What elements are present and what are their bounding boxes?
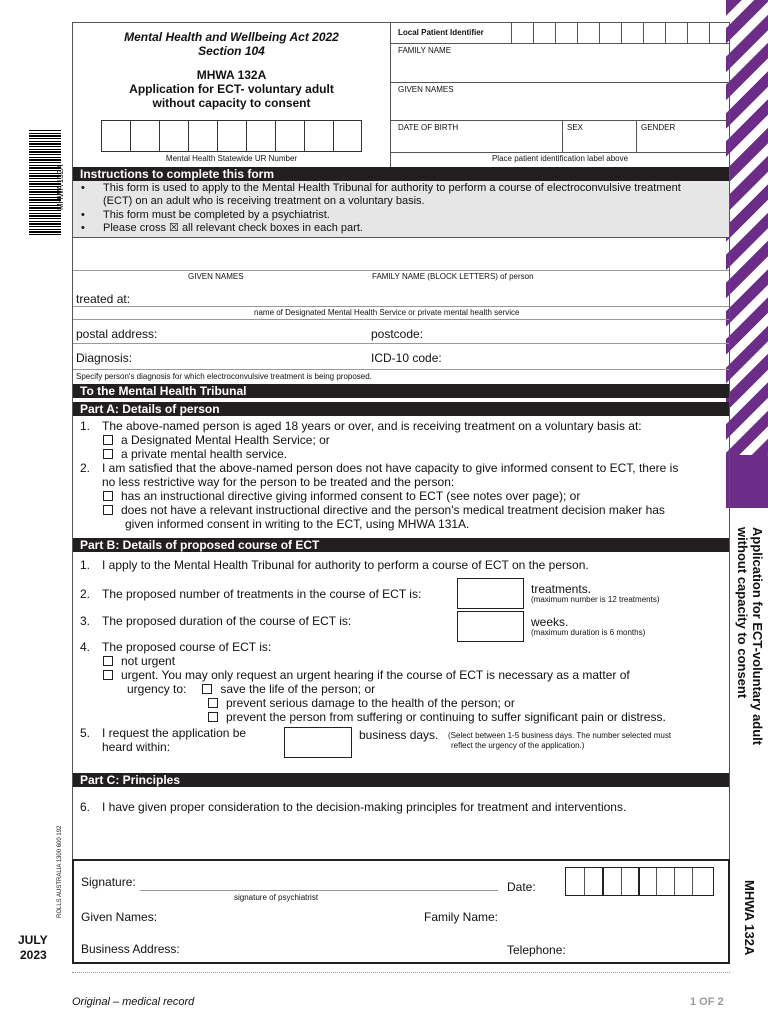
signature-label: Signature: [81, 875, 136, 889]
sig-given-names-label: Given Names: [81, 910, 158, 924]
checkbox-instructional-directive[interactable] [103, 491, 113, 501]
treated-at-field[interactable] [140, 290, 728, 306]
diagnosis-label: Diagnosis: [76, 351, 133, 365]
signature-field[interactable] [140, 874, 498, 891]
sex-label: SEX [567, 123, 584, 132]
issue-year: 2023 [20, 948, 47, 962]
issue-month: JULY [18, 933, 48, 947]
part-a-q1-opt2: a private mental health service. [121, 447, 288, 461]
part-a-q1: The above-named person is aged 18 years or over, and is receiving treatment on a voluntary basis at: [102, 419, 642, 433]
part-a-q2-opt2-line2: given informed consent in writing to the ECT, using MHWA 131A. [125, 517, 470, 531]
instructions-panel: • This form is used to apply to the Mental Health Tribunal for authority to perform a course of electroconvulsive treatment (ECT) on an adult who is receiving treatment on a voluntary basis. • This form must be completed by a psychiatrist. • Please cross ☒ all relevant check boxes in each part. [73, 181, 729, 237]
footer-dotted-line [72, 972, 730, 973]
date-label: Date: [507, 880, 536, 894]
instruction-1b: (ECT) on an adult who is receiving treatment on a voluntary basis. [103, 195, 425, 207]
person-given-names-label: GIVEN NAMES [188, 272, 244, 281]
purple-stripe-band [726, 0, 768, 508]
part-a-heading: Part A: Details of person [73, 402, 729, 416]
ur-number-label: Mental Health Statewide UR Number [165, 154, 298, 163]
part-b-q4: 4. The proposed course of ECT is: not urgent urgent. You may only request an urgent hearing if the course of ECT is necessary as a matter of urgency to: save the life of the person; or prevent serious damage to the health of the person; or prevent the person from suffering or continuing to suffer significant pain or distress. [80, 640, 666, 724]
signature-note: signature of psychiatrist [234, 893, 319, 902]
part-a-body: 1. The above-named person is aged 18 years or over, and is receiving treatment on a voluntary basis at: a Designated Mental Health Service; or a private mental health service. 2. I am satisfied that the above-named person does not have capacity to give informed consent to ECT, there is no less restrictive way for the person to be treated and the person: has an instructional directive giving informed consent to ECT (see notes over page); or does not have a relevant instructional directive and the person's medical treatment decision maker has given informed consent in writing to the ECT, using MHWA 131A. [80, 419, 725, 531]
checkbox-private-service[interactable] [103, 449, 113, 459]
postcode-label: postcode: [371, 327, 424, 341]
given-names-label: GIVEN NAMES [398, 85, 454, 94]
family-name-label: FAMILY NAME [398, 46, 452, 55]
weeks-input[interactable] [457, 611, 524, 642]
treatments-input[interactable] [457, 578, 524, 609]
instruction-3: Please cross ☒ all relevant check boxes in each part. [103, 222, 363, 234]
ur-number-boxes[interactable] [101, 120, 362, 152]
dob-label: DATE OF BIRTH [398, 123, 459, 132]
instruction-1: This form is used to apply to the Mental Health Tribunal for authority to perform a course of electroconvulsive treatment [103, 182, 681, 194]
weeks-unit: weeks. [531, 615, 569, 629]
postal-address-label: postal address: [76, 327, 158, 341]
treated-at-label: treated at: [76, 292, 131, 306]
to-tribunal-heading: To the Mental Health Tribunal [73, 384, 729, 398]
checkbox-save-life[interactable] [202, 684, 212, 694]
instructions-heading: Instructions to complete this form [73, 167, 729, 181]
barcode-text: MHWA 132A [56, 164, 65, 210]
vertical-title-line1: Application for ECT-voluntary adult [750, 527, 765, 746]
purple-solid-block [726, 455, 768, 508]
date-boxes[interactable] [565, 867, 714, 896]
business-days-input[interactable] [284, 727, 352, 758]
sig-family-name-label: Family Name: [424, 910, 499, 924]
person-name-field[interactable] [73, 238, 729, 268]
part-a-q1-opt1: a Designated Mental Health Service; or [121, 433, 330, 447]
part-b-q2: 2. The proposed number of treatments in the course of ECT is: [80, 587, 422, 601]
part-a-q2-line1: I am satisfied that the above-named person does not have capacity to give informed consent to ECT, there is [102, 461, 679, 475]
printer-text: ROLLS AUSTRALIA 1300 600 192 [57, 825, 63, 918]
local-patient-id-label: Local Patient Identifier [398, 28, 484, 37]
business-days-note-1: (Select between 1-5 business days. The number selected must [448, 731, 672, 740]
weeks-note: (maximum duration is 6 months) [531, 628, 646, 637]
part-b-q5: 5. I request the application be heard within: [80, 726, 247, 754]
part-b-q1: 1. I apply to the Mental Health Tribunal for authority to perform a course of ECT on the person. [80, 558, 589, 572]
part-a-q2-opt1: has an instructional directive giving informed consent to ECT (see notes over page); or [121, 489, 581, 503]
header-title-block [73, 30, 390, 110]
diagnosis-note: Specify person's diagnosis for which electroconvulsive treatment is being proposed. [76, 372, 372, 381]
checkbox-not-urgent[interactable] [103, 656, 113, 666]
section-title: Section 104 [198, 44, 265, 58]
checkbox-urgent[interactable] [103, 670, 113, 680]
service-note: name of Designated Mental Health Service or private mental health service [254, 308, 520, 317]
checkbox-prevent-suffering[interactable] [208, 712, 218, 722]
vertical-code: MHWA 132A [742, 880, 757, 956]
footer-original: Original – medical record [72, 996, 195, 1008]
part-c-q6: 6. I have given proper consideration to the decision-making principles for treatment and interventions. [80, 800, 627, 814]
form-code: MHWA 132A [196, 68, 267, 82]
form-title-line1: Application for ECT- voluntary adult [129, 82, 334, 96]
local-patient-id-boxes[interactable] [511, 22, 730, 43]
form-title-line2: without capacity to consent [152, 96, 311, 110]
page-number: 1 OF 2 [690, 996, 724, 1008]
part-a-q2-opt2-line1: does not have a relevant instructional directive and the person's medical treatment decision maker has [121, 503, 665, 517]
telephone-label: Telephone: [507, 943, 566, 957]
checkbox-prevent-damage[interactable] [208, 698, 218, 708]
part-c-heading: Part C: Principles [73, 773, 729, 787]
treatments-note: (maximum number is 12 treatments) [531, 595, 660, 604]
person-family-name-label: FAMILY NAME (BLOCK LETTERS) of person [372, 272, 534, 281]
act-title: Mental Health and Wellbeing Act 2022 [124, 30, 339, 44]
business-days-unit: business days. [359, 728, 439, 742]
checkbox-no-directive[interactable] [103, 505, 113, 515]
part-b-heading: Part B: Details of proposed course of ECT [73, 538, 729, 552]
part-b-q3: 3. The proposed duration of the course of ECT is: [80, 614, 352, 628]
icd-label: ICD-10 code: [371, 351, 442, 365]
vertical-title [735, 527, 765, 745]
checkbox-dmhs[interactable] [103, 435, 113, 445]
treatments-unit: treatments. [531, 582, 592, 596]
instruction-2: This form must be completed by a psychiatrist. [103, 209, 330, 221]
gender-label: GENDER [641, 123, 676, 132]
business-days-note-2: reflect the urgency of the application.) [451, 741, 585, 750]
label-note: Place patient identification label above [491, 154, 629, 163]
business-address-label: Business Address: [81, 942, 180, 956]
vertical-title-line2: without capacity to consent [735, 527, 750, 699]
part-a-q2-line2: no less restrictive way for the person to be treated and the person: [102, 475, 455, 489]
